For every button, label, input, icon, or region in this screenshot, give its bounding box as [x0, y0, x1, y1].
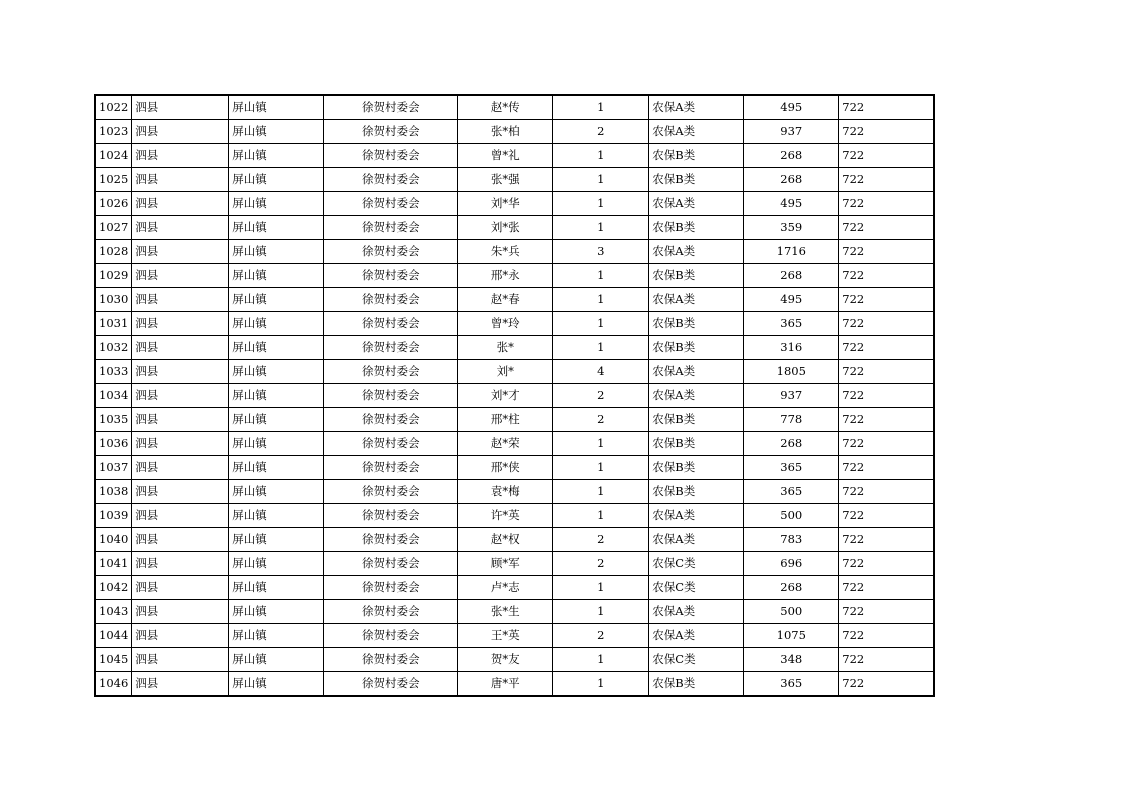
amount-cell: 783: [744, 528, 839, 552]
household-count-cell: 1: [553, 600, 649, 624]
household-count-cell: 1: [553, 95, 649, 120]
standard-cell: 722: [839, 144, 934, 168]
row-number: 1035: [95, 408, 132, 432]
county-cell: 泗县: [132, 576, 229, 600]
row-number: 1032: [95, 336, 132, 360]
county-cell: 泗县: [132, 384, 229, 408]
household-count-cell: 1: [553, 264, 649, 288]
county-cell: 泗县: [132, 360, 229, 384]
standard-cell: 722: [839, 480, 934, 504]
town-cell: 屏山镇: [229, 240, 324, 264]
table-row: [95, 336, 934, 360]
county-cell: 泗县: [132, 216, 229, 240]
household-count-cell: 1: [553, 312, 649, 336]
standard-cell: 722: [839, 288, 934, 312]
household-count-cell: 2: [553, 552, 649, 576]
town-cell: 屏山镇: [229, 456, 324, 480]
row-number: 1044: [95, 624, 132, 648]
village-cell: 徐贺村委会: [324, 216, 458, 240]
household-count-cell: 1: [553, 456, 649, 480]
name-cell: 张*生: [458, 600, 553, 624]
name-cell: 赵*荣: [458, 432, 553, 456]
county-cell: 泗县: [132, 95, 229, 120]
household-count-cell: 4: [553, 360, 649, 384]
amount-cell: 348: [744, 648, 839, 672]
row-number: 1031: [95, 312, 132, 336]
village-cell: 徐贺村委会: [324, 600, 458, 624]
standard-cell: 722: [839, 600, 934, 624]
town-cell: 屏山镇: [229, 624, 324, 648]
row-number: 1029: [95, 264, 132, 288]
household-count-cell: 1: [553, 432, 649, 456]
standard-cell: 722: [839, 216, 934, 240]
village-cell: 徐贺村委会: [324, 480, 458, 504]
row-number: 1033: [95, 360, 132, 384]
county-cell: 泗县: [132, 120, 229, 144]
table-row: [95, 432, 934, 456]
table-row: [95, 216, 934, 240]
village-cell: 徐贺村委会: [324, 95, 458, 120]
county-cell: 泗县: [132, 408, 229, 432]
amount-cell: 495: [744, 192, 839, 216]
row-number: 1034: [95, 384, 132, 408]
household-count-cell: 2: [553, 384, 649, 408]
name-cell: 刘*: [458, 360, 553, 384]
amount-cell: 365: [744, 480, 839, 504]
table-row: [95, 504, 934, 528]
row-number: 1046: [95, 672, 132, 697]
standard-cell: 722: [839, 672, 934, 697]
name-cell: 赵*春: [458, 288, 553, 312]
county-cell: 泗县: [132, 240, 229, 264]
insurance-type-cell: 农保B类: [649, 168, 744, 192]
table-row: [95, 120, 934, 144]
table-row: [95, 648, 934, 672]
amount-cell: 359: [744, 216, 839, 240]
village-cell: 徐贺村委会: [324, 288, 458, 312]
household-count-cell: 1: [553, 216, 649, 240]
standard-cell: 722: [839, 504, 934, 528]
table-row: [95, 95, 934, 120]
village-cell: 徐贺村委会: [324, 168, 458, 192]
insurance-type-cell: 农保A类: [649, 528, 744, 552]
name-cell: 许*英: [458, 504, 553, 528]
table-row: [95, 240, 934, 264]
table-row: [95, 168, 934, 192]
county-cell: 泗县: [132, 648, 229, 672]
row-number: 1037: [95, 456, 132, 480]
town-cell: 屏山镇: [229, 144, 324, 168]
name-cell: 刘*才: [458, 384, 553, 408]
table-row: [95, 408, 934, 432]
insurance-type-cell: 农保C类: [649, 552, 744, 576]
name-cell: 刘*华: [458, 192, 553, 216]
standard-cell: 722: [839, 240, 934, 264]
name-cell: 张*柏: [458, 120, 553, 144]
county-cell: 泗县: [132, 552, 229, 576]
name-cell: 邢*柱: [458, 408, 553, 432]
county-cell: 泗县: [132, 264, 229, 288]
amount-cell: 316: [744, 336, 839, 360]
standard-cell: 722: [839, 360, 934, 384]
row-number: 1040: [95, 528, 132, 552]
amount-cell: 937: [744, 120, 839, 144]
village-cell: 徐贺村委会: [324, 192, 458, 216]
household-count-cell: 1: [553, 648, 649, 672]
village-cell: 徐贺村委会: [324, 456, 458, 480]
town-cell: 屏山镇: [229, 336, 324, 360]
insurance-type-cell: 农保B类: [649, 456, 744, 480]
standard-cell: 722: [839, 432, 934, 456]
household-count-cell: 1: [553, 672, 649, 697]
table-row: [95, 360, 934, 384]
county-cell: 泗县: [132, 312, 229, 336]
insurance-type-cell: 农保A类: [649, 95, 744, 120]
county-cell: 泗县: [132, 432, 229, 456]
county-cell: 泗县: [132, 192, 229, 216]
row-number: 1038: [95, 480, 132, 504]
village-cell: 徐贺村委会: [324, 576, 458, 600]
row-number: 1036: [95, 432, 132, 456]
village-cell: 徐贺村委会: [324, 624, 458, 648]
row-number: 1026: [95, 192, 132, 216]
insurance-type-cell: 农保A类: [649, 120, 744, 144]
amount-cell: 500: [744, 504, 839, 528]
household-count-cell: 1: [553, 192, 649, 216]
standard-cell: 722: [839, 95, 934, 120]
town-cell: 屏山镇: [229, 648, 324, 672]
town-cell: 屏山镇: [229, 288, 324, 312]
village-cell: 徐贺村委会: [324, 312, 458, 336]
county-cell: 泗县: [132, 600, 229, 624]
household-count-cell: 2: [553, 528, 649, 552]
town-cell: 屏山镇: [229, 95, 324, 120]
amount-cell: 268: [744, 432, 839, 456]
village-cell: 徐贺村委会: [324, 144, 458, 168]
household-count-cell: 2: [553, 624, 649, 648]
insurance-type-cell: 农保A类: [649, 192, 744, 216]
name-cell: 张*强: [458, 168, 553, 192]
county-cell: 泗县: [132, 288, 229, 312]
name-cell: 曾*玲: [458, 312, 553, 336]
standard-cell: 722: [839, 552, 934, 576]
insurance-type-cell: 农保B类: [649, 144, 744, 168]
table-body: [95, 95, 934, 696]
amount-cell: 1805: [744, 360, 839, 384]
amount-cell: 268: [744, 144, 839, 168]
standard-cell: 722: [839, 408, 934, 432]
name-cell: 唐*平: [458, 672, 553, 697]
row-number: 1025: [95, 168, 132, 192]
village-cell: 徐贺村委会: [324, 120, 458, 144]
county-cell: 泗县: [132, 168, 229, 192]
insurance-type-cell: 农保B类: [649, 408, 744, 432]
amount-cell: 1075: [744, 624, 839, 648]
name-cell: 曾*礼: [458, 144, 553, 168]
standard-cell: 722: [839, 384, 934, 408]
row-number: 1042: [95, 576, 132, 600]
county-cell: 泗县: [132, 456, 229, 480]
insurance-type-cell: 农保B类: [649, 480, 744, 504]
household-count-cell: 1: [553, 168, 649, 192]
village-cell: 徐贺村委会: [324, 384, 458, 408]
row-number: 1023: [95, 120, 132, 144]
name-cell: 袁*梅: [458, 480, 553, 504]
standard-cell: 722: [839, 576, 934, 600]
row-number: 1028: [95, 240, 132, 264]
household-count-cell: 1: [553, 504, 649, 528]
amount-cell: 778: [744, 408, 839, 432]
row-number: 1041: [95, 552, 132, 576]
table-row: [95, 480, 934, 504]
village-cell: 徐贺村委会: [324, 528, 458, 552]
name-cell: 邢*侠: [458, 456, 553, 480]
insurance-type-cell: 农保C类: [649, 576, 744, 600]
name-cell: 王*英: [458, 624, 553, 648]
town-cell: 屏山镇: [229, 480, 324, 504]
row-number: 1022: [95, 95, 132, 120]
insurance-type-cell: 农保B类: [649, 264, 744, 288]
county-cell: 泗县: [132, 624, 229, 648]
table-row: [95, 672, 934, 697]
household-count-cell: 2: [553, 408, 649, 432]
county-cell: 泗县: [132, 528, 229, 552]
name-cell: 张*: [458, 336, 553, 360]
name-cell: 邢*永: [458, 264, 553, 288]
county-cell: 泗县: [132, 480, 229, 504]
insurance-type-cell: 农保A类: [649, 600, 744, 624]
insurance-type-cell: 农保A类: [649, 288, 744, 312]
table-row: [95, 144, 934, 168]
town-cell: 屏山镇: [229, 552, 324, 576]
data-table: [94, 94, 935, 697]
row-number: 1027: [95, 216, 132, 240]
household-count-cell: 3: [553, 240, 649, 264]
table-row: [95, 288, 934, 312]
table-row: [95, 552, 934, 576]
name-cell: 赵*权: [458, 528, 553, 552]
amount-cell: 696: [744, 552, 839, 576]
village-cell: 徐贺村委会: [324, 552, 458, 576]
insurance-type-cell: 农保B类: [649, 216, 744, 240]
amount-cell: 495: [744, 95, 839, 120]
table-row: [95, 456, 934, 480]
row-number: 1039: [95, 504, 132, 528]
table-row: [95, 600, 934, 624]
town-cell: 屏山镇: [229, 312, 324, 336]
insurance-type-cell: 农保B类: [649, 336, 744, 360]
row-number: 1030: [95, 288, 132, 312]
village-cell: 徐贺村委会: [324, 648, 458, 672]
town-cell: 屏山镇: [229, 408, 324, 432]
insurance-type-cell: 农保A类: [649, 240, 744, 264]
amount-cell: 268: [744, 264, 839, 288]
table-row: [95, 264, 934, 288]
village-cell: 徐贺村委会: [324, 432, 458, 456]
standard-cell: 722: [839, 312, 934, 336]
standard-cell: 722: [839, 168, 934, 192]
standard-cell: 722: [839, 648, 934, 672]
name-cell: 赵*传: [458, 95, 553, 120]
insurance-type-cell: 农保B类: [649, 312, 744, 336]
amount-cell: 365: [744, 312, 839, 336]
amount-cell: 1716: [744, 240, 839, 264]
amount-cell: 937: [744, 384, 839, 408]
standard-cell: 722: [839, 192, 934, 216]
standard-cell: 722: [839, 264, 934, 288]
insurance-type-cell: 农保A类: [649, 360, 744, 384]
village-cell: 徐贺村委会: [324, 360, 458, 384]
name-cell: 卢*志: [458, 576, 553, 600]
name-cell: 刘*张: [458, 216, 553, 240]
row-number: 1024: [95, 144, 132, 168]
household-count-cell: 1: [553, 576, 649, 600]
amount-cell: 268: [744, 576, 839, 600]
town-cell: 屏山镇: [229, 360, 324, 384]
town-cell: 屏山镇: [229, 264, 324, 288]
village-cell: 徐贺村委会: [324, 672, 458, 697]
town-cell: 屏山镇: [229, 504, 324, 528]
town-cell: 屏山镇: [229, 528, 324, 552]
village-cell: 徐贺村委会: [324, 264, 458, 288]
town-cell: 屏山镇: [229, 120, 324, 144]
town-cell: 屏山镇: [229, 672, 324, 697]
standard-cell: 722: [839, 624, 934, 648]
county-cell: 泗县: [132, 504, 229, 528]
insurance-type-cell: 农保C类: [649, 648, 744, 672]
insurance-type-cell: 农保A类: [649, 504, 744, 528]
town-cell: 屏山镇: [229, 168, 324, 192]
town-cell: 屏山镇: [229, 192, 324, 216]
standard-cell: 722: [839, 336, 934, 360]
household-count-cell: 1: [553, 288, 649, 312]
amount-cell: 495: [744, 288, 839, 312]
village-cell: 徐贺村委会: [324, 240, 458, 264]
town-cell: 屏山镇: [229, 216, 324, 240]
village-cell: 徐贺村委会: [324, 504, 458, 528]
town-cell: 屏山镇: [229, 384, 324, 408]
table-row: [95, 528, 934, 552]
household-count-cell: 1: [553, 336, 649, 360]
table-row: [95, 624, 934, 648]
amount-cell: 365: [744, 672, 839, 697]
table-row: [95, 192, 934, 216]
county-cell: 泗县: [132, 336, 229, 360]
standard-cell: 722: [839, 528, 934, 552]
household-count-cell: 1: [553, 144, 649, 168]
table-row: [95, 576, 934, 600]
standard-cell: 722: [839, 120, 934, 144]
town-cell: 屏山镇: [229, 600, 324, 624]
village-cell: 徐贺村委会: [324, 336, 458, 360]
village-cell: 徐贺村委会: [324, 408, 458, 432]
table-row: [95, 312, 934, 336]
amount-cell: 365: [744, 456, 839, 480]
amount-cell: 268: [744, 168, 839, 192]
town-cell: 屏山镇: [229, 576, 324, 600]
table-row: [95, 384, 934, 408]
amount-cell: 500: [744, 600, 839, 624]
county-cell: 泗县: [132, 672, 229, 697]
insurance-type-cell: 农保A类: [649, 624, 744, 648]
name-cell: 顾*军: [458, 552, 553, 576]
row-number: 1045: [95, 648, 132, 672]
county-cell: 泗县: [132, 144, 229, 168]
row-number: 1043: [95, 600, 132, 624]
household-count-cell: 1: [553, 480, 649, 504]
insurance-type-cell: 农保B类: [649, 672, 744, 697]
insurance-type-cell: 农保A类: [649, 384, 744, 408]
name-cell: 贺*友: [458, 648, 553, 672]
insurance-type-cell: 农保B类: [649, 432, 744, 456]
standard-cell: 722: [839, 456, 934, 480]
name-cell: 朱*兵: [458, 240, 553, 264]
household-count-cell: 2: [553, 120, 649, 144]
town-cell: 屏山镇: [229, 432, 324, 456]
